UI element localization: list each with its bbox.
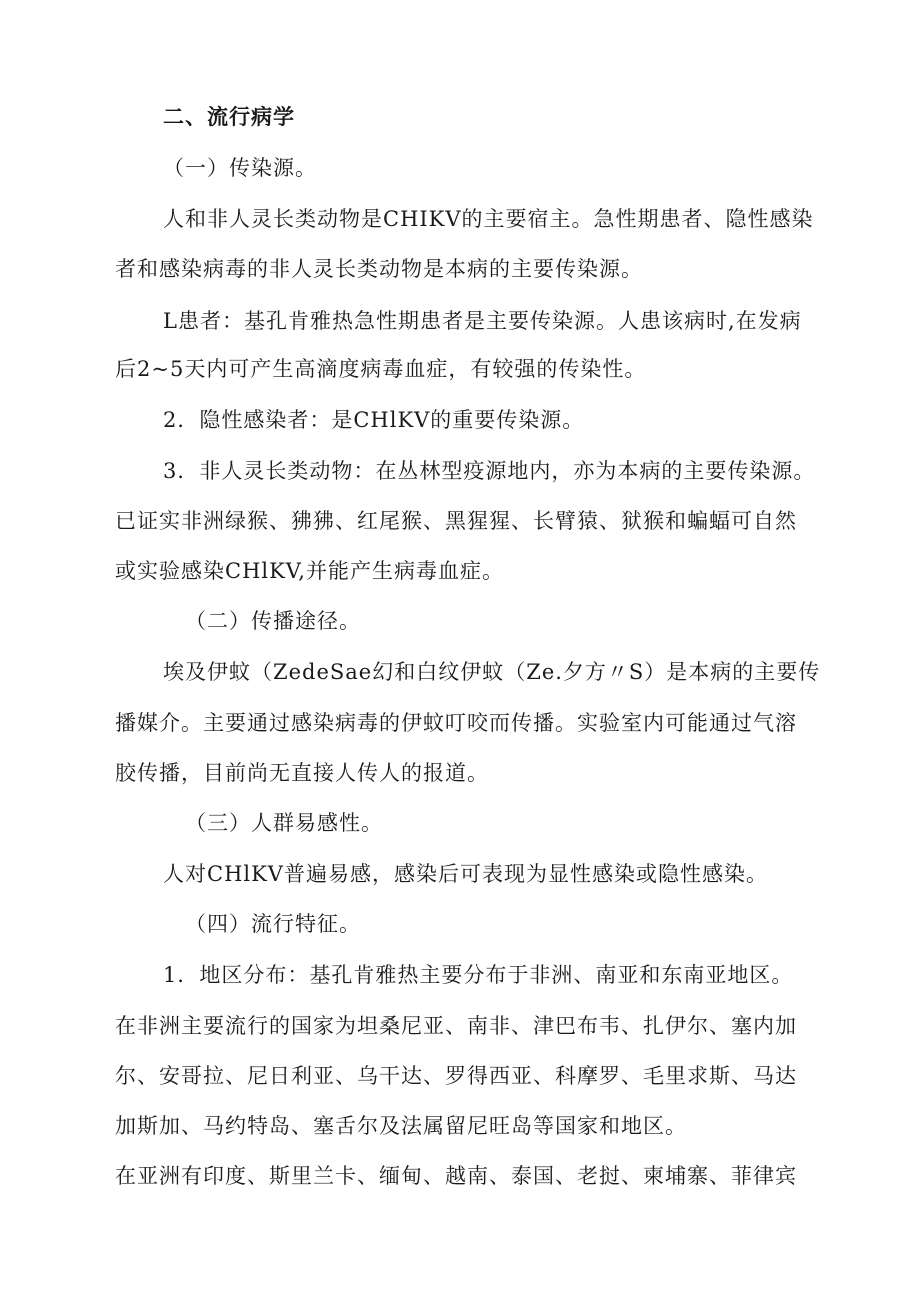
subsection-title-transmission: （二）传播途径。 <box>185 609 361 633</box>
paragraph-line: 已证实非洲绿猴、狒狒、红尾猴、黑猩猩、长臂猿、狱猴和蝙蝠可自然 <box>115 509 797 533</box>
paragraph-line: 人对CHlKV普遍易感，感染后可表现为显性感染或隐性感染。 <box>163 862 768 886</box>
paragraph-line: 3．非人灵长类动物：在丛林型疫源地内，亦为本病的主要传染源。 <box>163 459 816 483</box>
paragraph-line: 埃及伊蚊（ZedeSae幻和白纹伊蚊（Ze.夕方〃S）是本病的主要传 <box>163 660 821 684</box>
section-title: 二、流行病学 <box>163 105 295 129</box>
paragraph-line: 人和非人灵长类动物是CHIKV的主要宿主。急性期患者、隐性感染 <box>163 207 814 231</box>
subsection-title-susceptibility: （三）人群易感性。 <box>185 811 383 835</box>
paragraph-line: 胶传播，目前尚无直接人传人的报道。 <box>115 761 489 785</box>
paragraph-line: 或实验感染CHlKV,并能产生病毒血症。 <box>115 559 504 583</box>
paragraph-line: 在亚洲有印度、斯里兰卡、缅甸、越南、泰国、老挝、柬埔寨、菲律宾 <box>115 1164 797 1188</box>
paragraph-line: 加斯加、马约特岛、塞舌尔及法属留尼旺岛等国家和地区。 <box>115 1114 687 1138</box>
paragraph-line: L患者：基孔肯雅热急性期患者是主要传染源。人患该病时,在发病 <box>163 309 802 333</box>
paragraph-line: 后2~5天内可产生高滴度病毒血症，有较强的传染性。 <box>115 357 647 381</box>
paragraph-line: 1．地区分布：基孔肯雅热主要分布于非洲、南亚和东南亚地区。 <box>163 963 794 987</box>
paragraph-line: 播媒介。主要通过感染病毒的伊蚊叮咬而传播。实验室内可能通过气溶 <box>115 711 797 735</box>
paragraph-line: 者和感染病毒的非人灵长类动物是本病的主要传染源。 <box>115 257 643 281</box>
paragraph-line: 在非洲主要流行的国家为坦桑尼亚、南非、津巴布韦、扎伊尔、塞内加 <box>115 1014 797 1038</box>
paragraph-line: 2．隐性感染者：是CHlKV的重要传染源。 <box>163 408 585 432</box>
subsection-title-infection-source: （一）传染源。 <box>163 156 317 180</box>
subsection-title-epidemic-features: （四）流行特征。 <box>185 912 361 936</box>
paragraph-line: 尔、安哥拉、尼日利亚、乌干达、罗得西亚、科摩罗、毛里求斯、马达 <box>115 1064 797 1088</box>
